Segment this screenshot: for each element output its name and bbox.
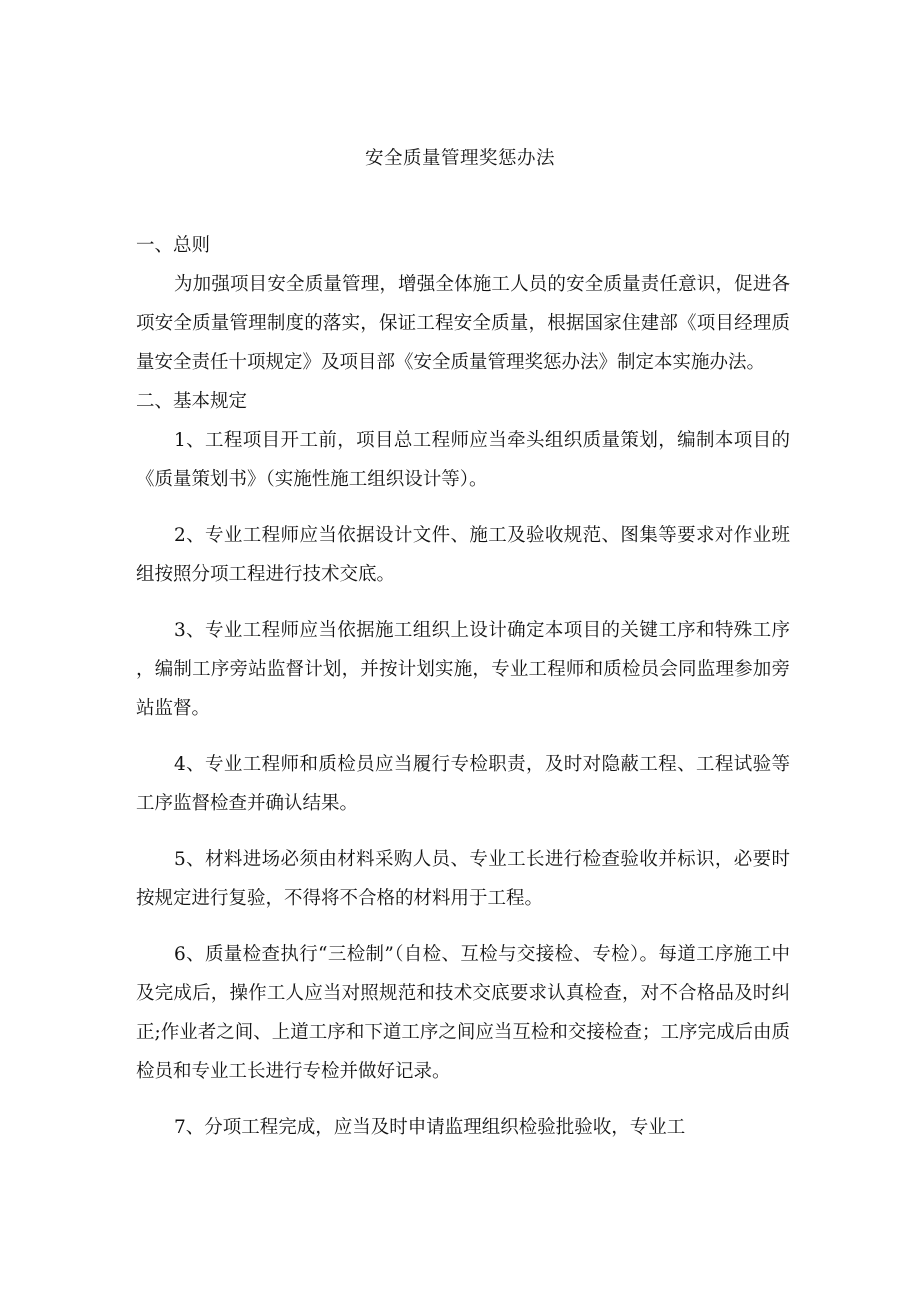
- paragraph-general-1: 为加强项目安全质量管理，增强全体施工人员的安全质量责任意识，促进各项安全质量管理制度的落实，保证工程安全质量，根据国家住建部《项目经理质量安全责任十项规定》及项目部《安全质量管理奖惩办法》制定本实施办法。: [136, 274, 790, 373]
- rule-paragraph-7: 7、分项工程完成，应当及时申请监理组织检验批验收，专业工: [174, 1117, 686, 1138]
- document-title: 安全质量管理奖惩办法: [364, 148, 555, 169]
- section-heading-basic-rules: 二、基本规定: [136, 391, 248, 412]
- rule-paragraph-4: 4、专业工程师和质检员应当履行专检职责，及时对隐蔽工程、工程试验等工序监督检查并确认结果。: [136, 754, 790, 814]
- section-heading-general: 一、总则: [136, 235, 211, 256]
- rule-paragraph-5: 5、材料进场必须由材料采购人员、专业工长进行检查验收并标识，必要时按规定进行复验，不得将不合格的材料用于工程。: [136, 849, 790, 909]
- rule-paragraph-3: 3、专业工程师应当依据施工组织上设计确定本项目的关键工序和特殊工序，编制工序旁站监督计划，并按计划实施，专业工程师和质检员会同监理参加旁站监督。: [136, 620, 790, 719]
- rule-paragraph-6: 6、质量检查执行“三检制”（自检、互检与交接检、专检）。每道工序施工中及完成后，操作工人应当对照规范和技术交底要求认真检查，对不合格品及时纠正;作业者之间、上道工序和下道工序之间应当互检和交接检查；工序完成后由质检员和专业工长进行专检并做好记录。: [136, 944, 790, 1082]
- rule-paragraph-2: 2、专业工程师应当依据设计文件、施工及验收规范、图集等要求对作业班组按照分项工程进行技术交底。: [136, 525, 790, 585]
- rule-paragraph-1: 1、工程项目开工前，项目总工程师应当牵头组织质量策划，编制本项目的《质量策划书》（实施性施工组织设计等）。: [136, 430, 790, 490]
- document-body: [136, 226, 790, 1147]
